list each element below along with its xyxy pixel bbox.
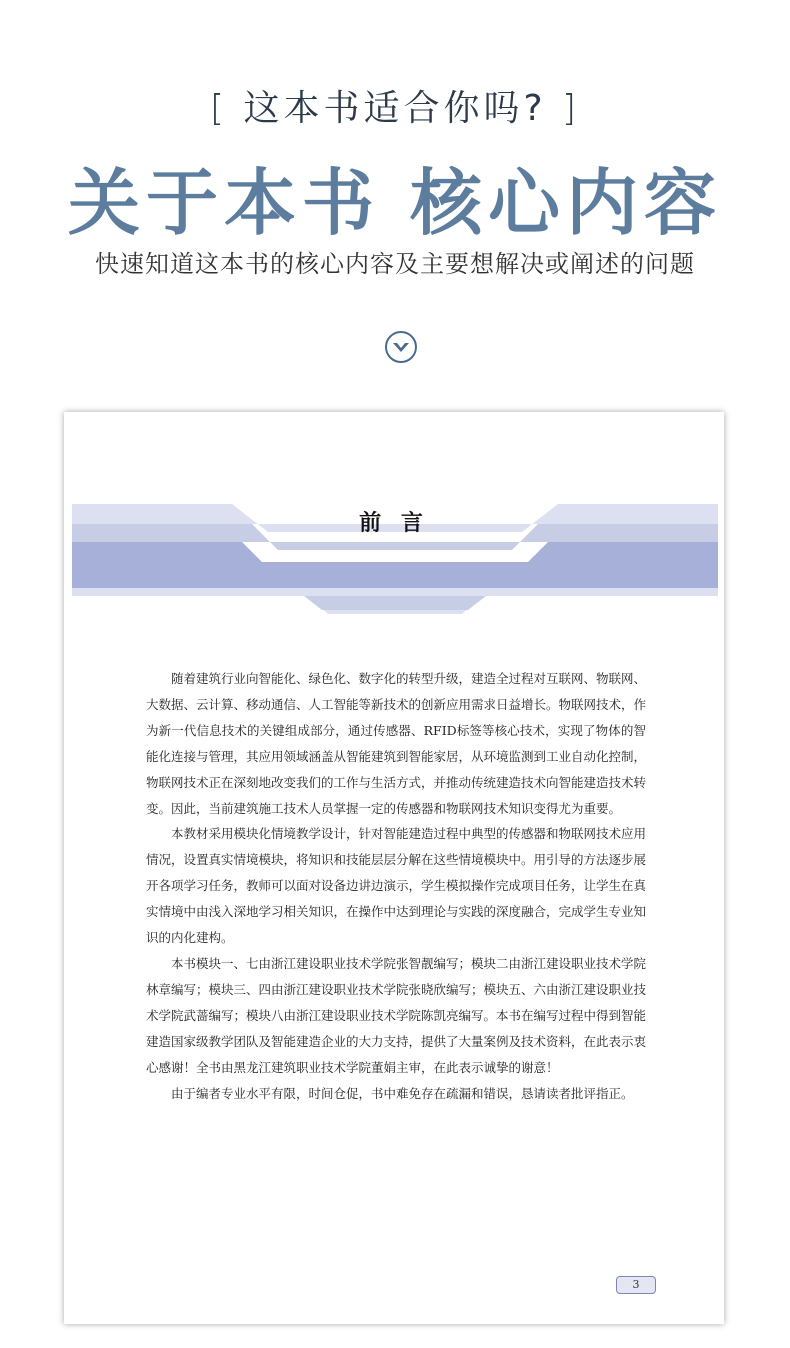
page-number: 3 — [616, 1276, 656, 1294]
banner-bottom-band — [304, 596, 486, 610]
header-section — [0, 0, 790, 400]
left-bracket: [ — [209, 88, 244, 129]
preface-body — [146, 666, 646, 1106]
book-page — [64, 412, 724, 1324]
page-heading: 前 言 — [359, 511, 429, 536]
paragraph-4: 由于编者专业水平有限，时间仓促，书中难免存在疏漏和错误，恳请读者批评指正。 — [171, 1085, 634, 1101]
question-text: 这本书适合你吗? — [243, 88, 547, 129]
main-title-part2: 核心内容 — [410, 160, 723, 245]
main-title-part1: 关于本书 — [67, 160, 380, 245]
question-subtitle — [0, 80, 790, 131]
main-title — [0, 145, 790, 249]
chevron-down-circle-icon — [384, 330, 418, 364]
paragraph-2: 本教材采用模块化情境教学设计，针对智能建造过程中典型的传感器和物联网技术应用情况，设置真实情境模块，将知识和技能层层分解在这些情境模块中。用引导的方法逐步展开各项学习任务，教师可以面对设备边讲边演示，学生模拟操作完成项目任务，让学生在真实情境中由浅入深地学习相关知识，在操作中达到理论与实践的深度融合，完成学生专业知识的内化建构。 — [146, 826, 647, 946]
paragraph-3: 本书模块一、七由浙江建设职业技术学院张智靓编写；模块二由浙江建设职业技术学院林章编写；模块三、四由浙江建设职业技术学院张晓欣编写；模块五、六由浙江建设职业技术学院武蔷编写；模块八由浙江建设职业技术学院陈凯亮编写。本书在编写过程中得到智能建造国家级教学团队及智能建造企业的大力支持，提供了大量案例及技术资料，在此表示衷心感谢！全书由黑龙江建筑职业技术学院董娟主审，在此表示诚挚的谢意！ — [146, 955, 647, 1075]
description: 快速知道这本书的核心内容及主要想解决或阐述的问题 — [95, 250, 695, 278]
right-bracket: ] — [546, 88, 581, 129]
paragraph-1: 随着建筑行业向智能化、绿色化、数字化的转型升级，建造全过程对互联网、物联网、大数据、云计算、移动通信、人工智能等新技术的创新应用需求日益增长。物联网技术，作为新一代信息技术的关键组成部分，通过传感器、RFID标签等核心技术，实现了物体的智能化连接与管理，其应用领域涵盖从智能建筑到智能家居，从环境监测到工业自动化控制，物联网技术正在深刻地改变我们的工作与生活方式，并推动传统建造技术向智能建造技术转变。因此，当前建筑施工技术人员掌握一定的传感器和物联网技术知识变得尤为重要。 — [146, 671, 647, 816]
